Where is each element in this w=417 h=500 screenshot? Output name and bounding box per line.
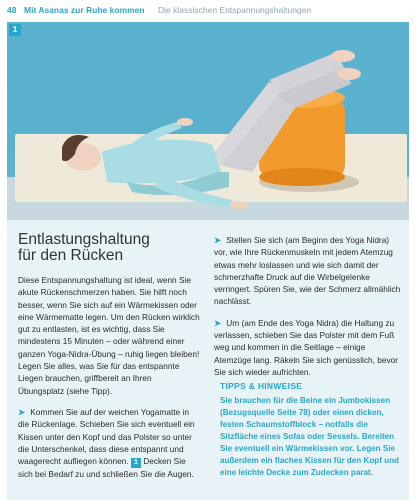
arrow-bullet-icon: ➤: [214, 317, 221, 328]
step-paragraph-1: [18, 406, 200, 480]
woman-illustration: [7, 22, 409, 220]
page-number: 48: [7, 5, 17, 15]
tips-heading: TIPPS & HINWEISE: [220, 381, 303, 391]
step-2-text: Stellen Sie sich (am Beginn des Yoga Nidra) vor, wie Ihre Rückenmuskeln mit jedem Atemzug etwas mehr loslassen und wie sich damit der schmerzhafte Druck auf die Wirbelgelenke verringert. Spüren Sie, wie der Schmerz allmählich nachlässt.: [214, 235, 401, 307]
arrow-bullet-icon: ➤: [18, 406, 25, 417]
page-header: [0, 0, 417, 22]
arrow-bullet-icon: ➤: [214, 235, 221, 245]
title-line-1: Entlastungshaltung: [18, 231, 150, 248]
right-column: [214, 234, 402, 387]
pose-photo: [7, 22, 409, 220]
head: [62, 135, 101, 171]
photo-reference-badge: 1: [131, 458, 141, 468]
photo-badge: 1: [9, 24, 21, 36]
step-3-text: Um (am Ende des Yoga Nidra) die Haltung zu verlassen, schieben Sie das Polster mit dem Fuß weg und kommen in die Seitlage – einige Atemzüge lang. Räkeln Sie sich genüsslich, bevor Sie sich wieder aufrichten.: [214, 317, 399, 377]
section-title: Mit Asanas zur Ruhe kommen: [24, 5, 145, 15]
step-paragraph-2: [214, 234, 402, 308]
step-1-text-end: Decken Sie sich bei Bedarf zu und schließen Sie die Augen.: [18, 456, 194, 480]
chapter-title: Die klassischen Entspannungshaltungen: [158, 5, 312, 15]
title-line-2: für den Rücken: [18, 247, 124, 264]
step-paragraph-3: [214, 317, 402, 378]
intro-paragraph: Diese Entspannungshaltung ist ideal, wenn Sie akute Rückenschmerzen haben. Sie hilft noch besser, wenn Sie sich auf ein Wärmekissen oder eine Wärmematte legen. Um den Rücken wirklich gut zu entlasten, ist es wichtig, dass Sie mindestens 15 Minuten – oder während einer ganzen Yoga-Nidra-Übung – ruhig liegen bleiben! Legen Sie alles, was Sie für das entspannte Liegen brauchen, griffbereit an Ihren Übungsplatz (siehe Tipp).: [18, 275, 200, 396]
left-column: [18, 274, 200, 489]
step-1-text: Kommen Sie auf der weichen Yogamatte in die Rückenlage. Schieben Sie sich eventuell ein Kissen unter den Kopf und das Polster so unter die Unterschenkel, dass diese entspannt und waagerecht aufliegen können.: [18, 406, 195, 467]
article-title: [18, 232, 198, 264]
tips-text: Sie brauchen für die Beine ein Jumbokissen (Bezugsquelle Seite 78) oder einen dicken, festen Schaumstoffblock – notfalls die Sitzfläche eines Sofas oder Sessels. Bereiten Sie eventuell ein Wärmekissen vor. Legen Sie außerdem ein flaches Kissen für den Kopf und eine leichte Decke zum Zudecken parat.: [220, 396, 399, 477]
